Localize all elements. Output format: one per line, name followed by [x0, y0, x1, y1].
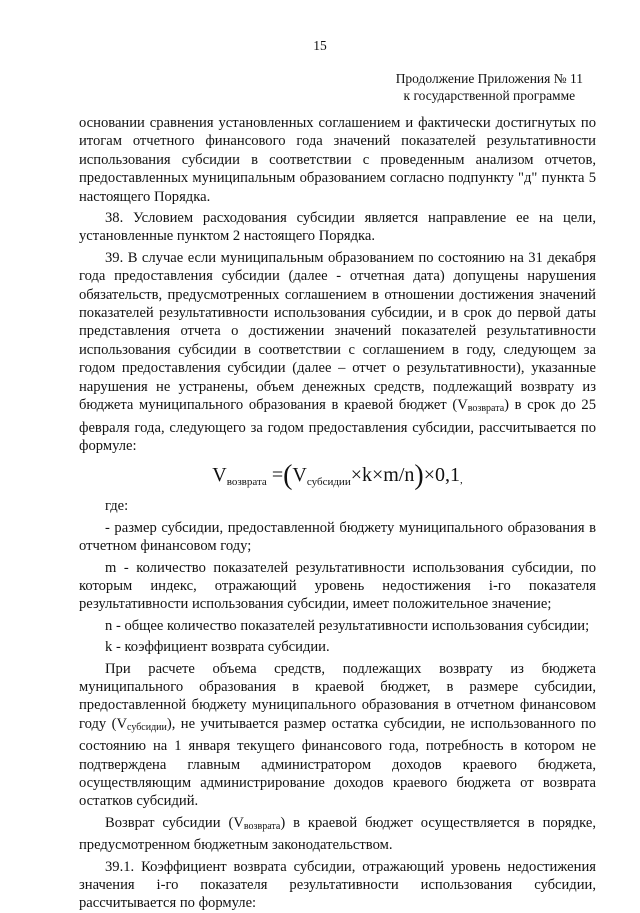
paragraph-calculation-end: ), не учитывается размер остатка субсидии, не использованного по состоянию на 1 января текущего финансового года, потребность в котором не подтверждена главным администратором доходов краевого бюджета, осуществляющим администрирование доходов краевого бюджета от возврата остатков субсидий.	[79, 715, 597, 810]
paragraph-39-1: 39.1. Коэффициент возврата субсидии, отражающий уровень недостижения значения i-го показателя результативности использования субсидии, рассчитывается по формуле:	[79, 858, 596, 912]
appendix-header	[396, 70, 583, 104]
paragraph-39	[79, 249, 596, 455]
paragraph-refund-end: ) в краевой бюджет осуществляется в порядке, предусмотренном бюджетным законодательством.	[79, 814, 597, 854]
refund-formula	[79, 457, 596, 493]
formula-tail: ×0,1	[423, 464, 460, 487]
paragraph-refund	[79, 814, 596, 855]
document-body	[79, 114, 596, 913]
formula-left-paren: (	[283, 460, 293, 492]
formula-rest: ×k×m/n	[350, 464, 415, 487]
formula-v2: V	[292, 464, 307, 487]
paragraph-39-end: ) в срок до 25 февраля года, следующего за годом предоставления субсидии, рассчитывается по формуле:	[79, 397, 596, 454]
paragraph-39-text: 39. В случае если муниципальным образованием по состоянию на 31 декабря года предоставления субсидии (далее - отчетная дата) допущены нарушения обязательств, предусмотренных соглашением в отношении достижения значений показателей результативности использования субсидии, и в срок до первой даты представления отчета о достижении значений показателей результативности использования субсидии в соответствии с соглашением в году, следующем за годом предоставления субсидии (далее – отчет о результативности), указанные нарушения не устранены, объем денежных средств, подлежащий возврату из бюджета муниципального образования в краевой бюджет (	[79, 249, 596, 414]
where-label: где:	[105, 498, 129, 515]
definition-n: n - общее количество показателей результативности использования субсидии;	[105, 617, 590, 634]
page-number: 15	[313, 38, 327, 53]
formula-v-subscript: возврата	[226, 476, 267, 489]
paragraph-calculation-text: При расчете объема средств, подлежащих возврату из бюджета муниципального образования в краевой бюджет, в размере субсидии, предоставленной бюджету муниципального образования в отчетном финансовом году (	[79, 660, 596, 732]
paragraph-calculation	[79, 660, 596, 811]
v-refund-symbol: V	[233, 814, 244, 831]
formula-comma: ,	[459, 474, 463, 487]
v-subscript: возврата	[467, 403, 505, 415]
definition-subsidy: - размер субсидии, предоставленной бюджету муниципального образования в отчетном финансовом году;	[79, 519, 596, 555]
formula-v: V	[212, 464, 227, 487]
v-subsidy-symbol: V	[116, 715, 128, 732]
definition-m: m - количество показателей результативности использования субсидии, по которым индекс, отражающий уровень недостижения i-го показателя результативности использования субсидии, имеет положительное значение;	[79, 559, 596, 613]
formula-right-paren: )	[414, 460, 424, 492]
definition-k: k - коэффициент возврата субсидии.	[105, 639, 330, 656]
formula-equals: =	[271, 464, 284, 487]
paragraph-1: основании сравнения установленных соглашением и фактически достигнутых по итогам отчетного финансового года значений показателей результативности использования субсидии в соответствии с проведенным анализом отчетов, предоставленных муниципальным образованием согласно подпункту "д" пункта 5 настоящего Порядка.	[79, 115, 596, 205]
appendix-line-2: к государственной программе	[403, 88, 576, 103]
v-symbol: V	[457, 397, 468, 414]
v-subsidy-subscript: субсидии	[127, 721, 167, 733]
formula-v2-subscript: субсидии	[306, 476, 351, 489]
paragraph-refund-text: Возврат субсидии (	[105, 814, 234, 831]
v-refund-subscript: возврата	[243, 820, 281, 832]
appendix-line-1: Продолжение Приложения № 11	[395, 71, 583, 86]
paragraph-38: 38. Условием расходования субсидии является направление ее на цели, установленные пунктом 2 настоящего Порядка.	[79, 210, 596, 245]
